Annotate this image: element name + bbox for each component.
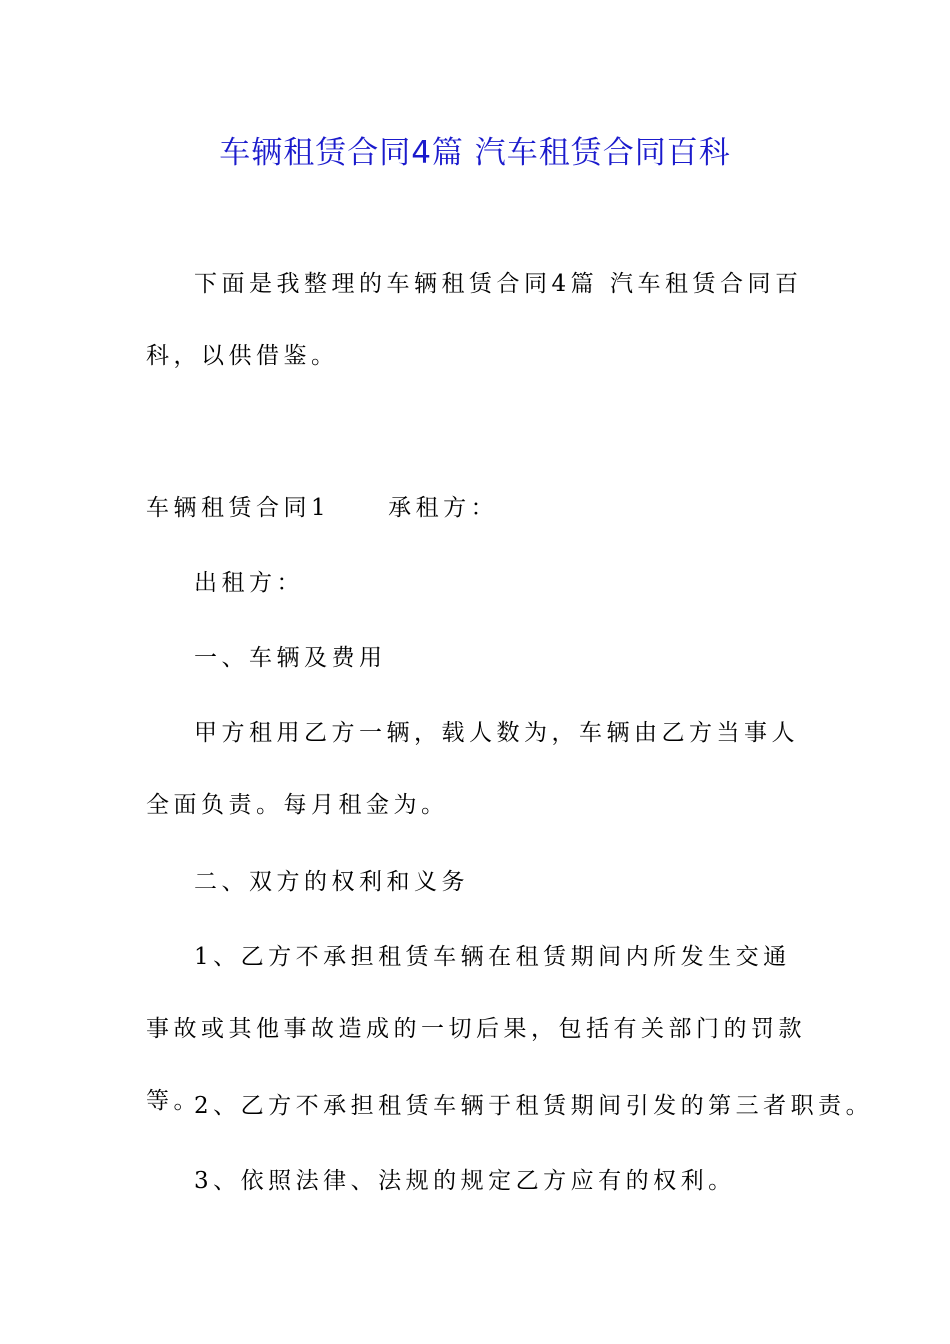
document-title: 车辆租赁合同4篇 汽车租赁合同百科 <box>219 135 731 171</box>
contract-heading-line <box>146 472 498 544</box>
section-1-heading: 一、车辆及费用 <box>194 645 387 671</box>
item-2: 2、乙方不承担租赁车辆于租赁期间引发的第三者职责。 <box>194 1093 874 1119</box>
section-1-text: 甲方租用乙方一辆，载人数为，车辆由乙方当事人全面负责。每月租金为。 <box>146 720 799 818</box>
intro-paragraph: 下面是我整理的车辆租赁合同4篇 汽车租赁合同百科，以供借鉴。 <box>146 271 803 369</box>
contract-heading: 车辆租赁合同1 <box>146 495 331 521</box>
section-2-heading: 二、双方的权利和义务 <box>194 869 469 895</box>
item-1: 1、乙方不承担租赁车辆在租赁期间内所发生交通事故或其他事故造成的一切后果，包括有关部门的罚款等。 <box>146 944 806 1114</box>
item-3: 3、依照法律、法规的规定乙方应有的权利。 <box>194 1168 736 1194</box>
lessor-label: 出租方： <box>194 570 304 596</box>
lessee-label: 承租方： <box>388 495 499 521</box>
